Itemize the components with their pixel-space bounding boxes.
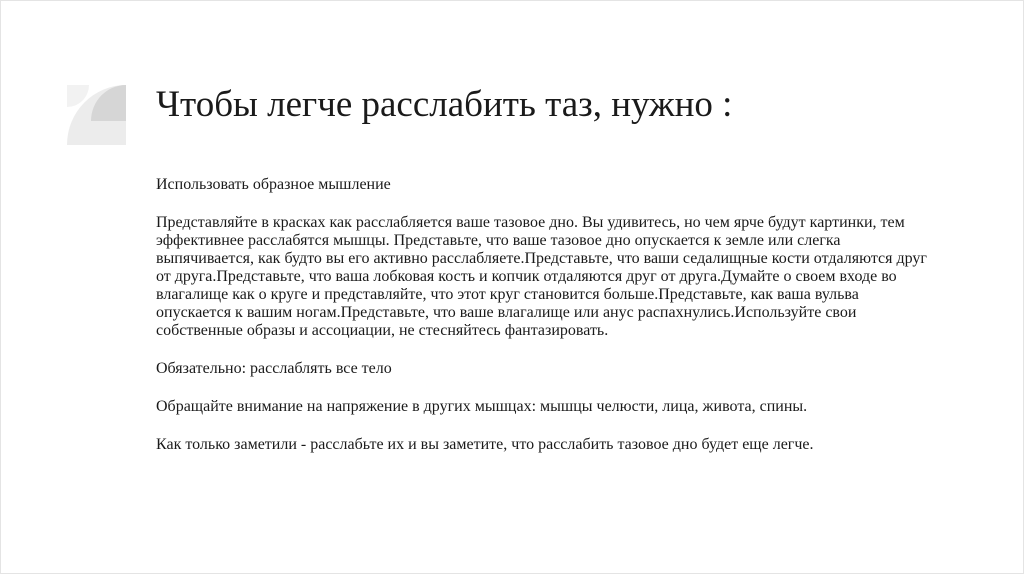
paragraph-whole-body: Обязательно: расслаблять все тело (156, 360, 392, 377)
slide-title: Чтобы легче расслабить таз, нужно : (156, 84, 733, 125)
paragraph-body: Представляйте в красках как расслабляется ваше тазовое дно. Вы удивитесь, но чем ярче будут картинки, тем эффективнее расслабятся мышцы. Представьте, что ваше тазовое дно опускается к земле или слегка выпячивается, как будто вы его активно расслабляете.Представьте, что ваши седалищные кости отдаляются друг от друга.Представьте, что ваша лобковая кость и копчик отдаляются друг от друга.Думайте о своем входе во влагалище как о круге и представляйте, что этот круг становится больше.Представьте, как ваша вульва опускается к вашим ногам.Представьте, что ваше влагалище или анус распахнулись.Используйте свои собственные образы и ассоциации, не стесняйтесь фантазировать. (156, 214, 927, 339)
slide-content (156, 176, 931, 454)
paragraph-subheading: Использовать образное мышление (156, 176, 391, 193)
corner-arc-decoration (67, 85, 126, 145)
paragraph-conclusion: Как только заметили - расслабьте их и вы заметите, что расслабить тазовое дно будет еще легче. (156, 436, 814, 453)
paragraph-attention: Обращайте внимание на напряжение в других мышцах: мышцы челюсти, лица, живота, спины. (156, 398, 808, 415)
